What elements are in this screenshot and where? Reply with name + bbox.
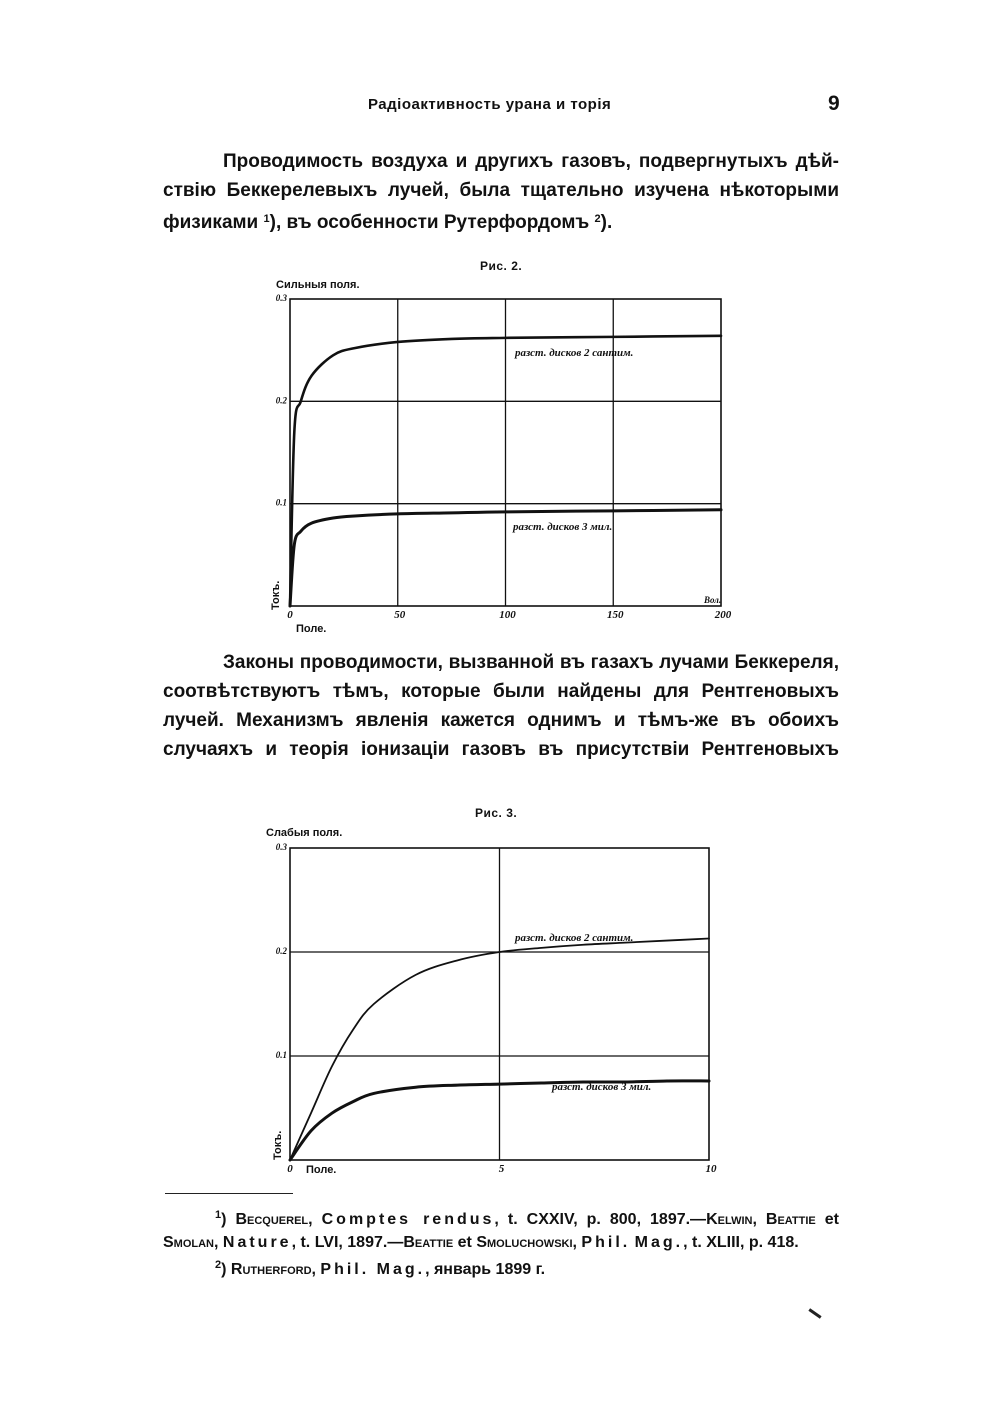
running-title: Радіоактивность урана и торія (368, 96, 612, 113)
page-number: 9 (828, 92, 840, 115)
footnote-2-journal: Phil. Mag. (320, 1261, 426, 1278)
figure-3-series-label-1: разст. дисков 2 сантим. (515, 932, 634, 944)
paragraph-1-line-3-middle: ), въ особенности Рутерфордомъ (269, 212, 590, 233)
footnote-1-author-2: Kelwin (706, 1211, 753, 1228)
fig2-xtick-3: 150 (607, 609, 624, 621)
footnote-1-ref-3: , t. XLIII, p. 418. (683, 1234, 799, 1251)
fig2-ytick-2: 0.1 (275, 497, 287, 508)
figure-3-series-label-2: разст. дисков 3 мил. (552, 1081, 652, 1093)
paragraph-1-line-3-start: физиками (163, 212, 259, 233)
figure-3-caption: Рис. 3. (475, 806, 518, 820)
figure-3-y-axis-label: Токъ. (272, 1130, 284, 1160)
paragraph-1-line-2: ствію Беккерелевыхъ лучей, была тщательно изучена нѣкоторыми (163, 180, 839, 201)
footnote-1: $^1$) Becquerel, Comptes rendus, t. CXXIV, p. 800, 1897.—Kelwin, Beattie et Smolan, Nature, t. LVI, 1897.—Beattie et Smoluchowski, Phil. Mag., t. XLIII, p. 418. (163, 1209, 839, 1251)
figure-2-caption: Рис. 2. (480, 259, 523, 273)
footnote-1-ref-1: , t. CXXIV, p. 800, 1897.— (494, 1211, 707, 1228)
paragraph-2-line-4: случаяхъ и теорія іонизаціи газовъ въ присутствіи Рентгеновыхъ (163, 739, 839, 760)
fig2-xtick-1: 50 (394, 609, 406, 621)
footnote-1-marker: 1 (215, 1209, 222, 1221)
footnote-1-journal-3b: Mag. (634, 1234, 684, 1251)
figure-3-grid (290, 848, 709, 1160)
footnote-ref-2[interactable]: 2 (594, 213, 601, 225)
footnote-2-ref: , январь 1899 г. (425, 1261, 546, 1278)
figure-2-x-axis-label: Поле. (296, 623, 327, 635)
figure-2-series-label-1: разст. дисков 2 сантим. (515, 347, 634, 359)
fig2-xtick-4: 200 (714, 609, 732, 621)
fig2-ytick-1: 0.2 (275, 395, 287, 406)
fig3-ytick-0: 0.3 (275, 842, 287, 852)
fig3-xtick-2: 10 (705, 1163, 717, 1175)
footnotes (163, 1204, 839, 1281)
fig3-xtick-0: 0 (287, 1163, 293, 1175)
footnote-rule (165, 1193, 293, 1194)
figure-2-series-label-2: разст. дисков 3 мил. (513, 521, 613, 533)
paragraph-1-line-3-end: ). (600, 212, 613, 233)
footnote-1-sep-2: , (214, 1234, 223, 1251)
footnote-ref-1[interactable]: 1 (263, 213, 270, 225)
figure-3-x-ticks (287, 1163, 717, 1175)
footnote-1-journal-3a: Phil. (581, 1234, 631, 1251)
footnote-2-author: Rutherford (230, 1261, 312, 1278)
fig3-ytick-2: 0.1 (275, 1050, 287, 1060)
footnote-2-sep: , (311, 1261, 321, 1278)
figure-2-panel-title: Сильныя поля. (276, 279, 360, 291)
footnote-1-author-5: Beattie (403, 1234, 454, 1251)
figure-3-y-ticks (276, 842, 288, 1060)
footnote-1-et-1: et (815, 1211, 839, 1228)
figure-2-unit-label: Вол. (704, 595, 722, 605)
figure-2-y-axis-label: Токъ. (270, 580, 282, 610)
paragraph-2-line-2: соотвѣтствуютъ тѣмъ, которые были найдены для Рентгеновыхъ (163, 681, 839, 702)
fig3-xtick-1: 5 (498, 1163, 505, 1175)
footnote-1-et-2: et (453, 1234, 477, 1251)
footnote-1-sep-3: , (572, 1234, 582, 1251)
footnote-1-ref-2: , t. LVI, 1897.— (291, 1234, 404, 1251)
figure-3-panel-title: Слабыя поля. (266, 827, 343, 839)
footnote-1-author-3: Beattie (765, 1211, 816, 1228)
figure-3-x-axis-label: Поле. (306, 1164, 337, 1176)
fig2-ytick-0: 0.3 (275, 293, 287, 303)
footnote-2-marker: 2 (215, 1259, 222, 1271)
footnote-1-author-6: Smoluchowski (476, 1234, 573, 1251)
paragraph-2-line-3: лучей. Механизмъ явленія кажется однимъ и тѣмъ-же въ обоихъ (163, 710, 839, 731)
paragraph-2-line-1: Законы проводимости, вызванной въ газахъ лучами Беккереля, (223, 652, 839, 673)
footnote-1-sep-1: , (752, 1211, 766, 1228)
footnote-2: $^2$) Rutherford, Phil. Mag., январь 1899 г. (215, 1259, 546, 1278)
footnote-1-journal-2: Nature (222, 1234, 292, 1251)
fig3-ytick-1: 0.2 (275, 946, 287, 956)
fig2-xtick-0: 0 (287, 609, 293, 621)
footnote-1-journal-1: Comptes rendus (321, 1211, 495, 1228)
paragraph-1-line-1: Проводимость воздуха и другихъ газовъ, подвергнутыхъ дѣй- (223, 151, 839, 172)
fig2-xtick-2: 100 (499, 609, 516, 621)
footnote-1-author-4: Smolan (163, 1234, 214, 1251)
footnote-1-author-1: Becquerel (235, 1211, 309, 1228)
